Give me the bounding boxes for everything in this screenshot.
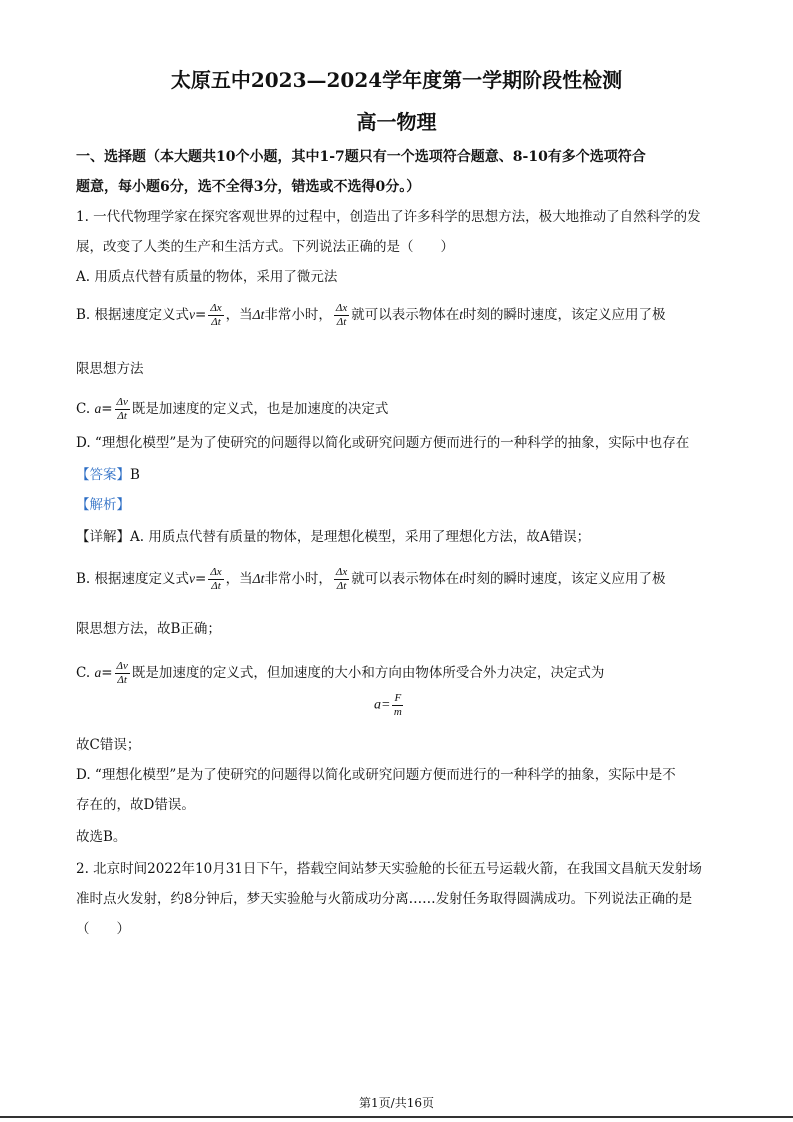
analysis-label: 【解析】 <box>76 497 130 513</box>
detail-a <box>76 528 590 546</box>
q1-option-d: D. “理想化模型”是为了使研究的问题得以简化或研究问题方便而进行的一种科学的抽象，实际中也存在 <box>76 435 690 451</box>
detail-c <box>76 660 604 687</box>
frac-denominator: m <box>393 706 402 718</box>
q1-stem-line2: 展，改变了人类的生产和生活方式。下列说法正确的是（ ） <box>76 239 454 255</box>
q2-stem-line1: 2. 北京时间2022年10月31日下午，搭载空间站梦天实验舱的长征五号运载火箭，在我国文昌航天发射场 <box>76 861 702 877</box>
option-c-prefix: C. <box>76 401 91 417</box>
detail-label: 【详解】 <box>76 529 130 545</box>
q1-option-a: A. 用质点代替有质量的物体，采用了微元法 <box>76 269 338 285</box>
frac-denominator: Δt <box>211 316 221 328</box>
equals-sign: = <box>195 571 207 587</box>
equals-sign: = <box>101 401 113 417</box>
q1-option-c <box>76 396 388 423</box>
equals-sign: = <box>381 697 391 713</box>
var-dt: Δt <box>252 571 265 586</box>
equals-sign: = <box>195 307 207 323</box>
answer-value: B <box>130 467 140 483</box>
section-heading-line2: 题意，每小题6分，选不全得3分，错选或不选得0分。） <box>76 179 421 195</box>
answer-label: 【答案】 <box>76 467 130 483</box>
frac-denominator: Δt <box>117 410 127 422</box>
frac-denominator: Δt <box>211 580 221 592</box>
option-b-mid1: ，当 <box>225 307 253 323</box>
fraction-dx-dt <box>334 566 349 593</box>
equals-sign: = <box>101 665 113 681</box>
fraction-dx-dt <box>334 302 349 329</box>
frac-numerator: Δx <box>210 566 222 578</box>
frac-denominator: Δt <box>336 316 347 328</box>
frac-numerator: F <box>394 692 402 704</box>
detail-b <box>76 566 665 593</box>
detail-a-text: A. 用质点代替有质量的物体，是理想化模型，采用了理想化方法，故A错误； <box>130 529 591 545</box>
var-t: t <box>459 571 463 586</box>
var-t: t <box>459 307 463 322</box>
option-b-mid3: 就可以表示物体在 <box>351 307 460 323</box>
option-b-mid2: 非常小时， <box>264 307 332 323</box>
fraction-f-m <box>392 692 403 719</box>
frac-denominator: Δt <box>117 674 127 686</box>
answer-line <box>76 466 140 484</box>
exam-title: 太原五中2023—2024学年度第一学期阶段性检测 <box>170 68 623 92</box>
fraction-dx-dt <box>208 566 223 593</box>
detail-b-prefix: B. 根据速度定义式 <box>76 571 190 587</box>
q1-option-b <box>76 302 665 329</box>
detail-c-end: 既是加速度的定义式，但加速度的大小和方向由物体所受合外力决定，决定式为 <box>131 665 605 681</box>
q1-option-b-cont: 限思想方法 <box>76 361 144 377</box>
formula-a-equals-f-over-m <box>374 692 405 719</box>
detail-b-mid3: 就可以表示物体在 <box>351 571 460 587</box>
bottom-rule <box>0 1116 793 1118</box>
var-a: a <box>374 697 381 713</box>
detail-c-prefix: C. <box>76 665 91 681</box>
detail-b-cont: 限思想方法，故B正确； <box>76 621 221 637</box>
frac-numerator: Δx <box>335 302 348 314</box>
page-footer: 第1页/共16页 <box>359 1096 434 1110</box>
frac-denominator: Δt <box>336 580 347 592</box>
fraction-dv-dt <box>115 660 130 687</box>
q2-stem-line2: 准时点火发射，约8分钟后，梦天实验舱与火箭成功分离……发射任务取得圆满成功。下列说法正确的是 <box>76 891 693 907</box>
frac-numerator: Δv <box>116 396 128 408</box>
exam-subtitle: 高一物理 <box>356 110 437 134</box>
var-a: a <box>94 401 102 416</box>
var-v: v <box>189 571 196 586</box>
option-c-end: 既是加速度的定义式，也是加速度的决定式 <box>131 401 389 417</box>
detail-d-line1: D. “理想化模型”是为了使研究的问题得以简化或研究问题方便而进行的一种科学的抽象，实际中是不 <box>76 767 676 783</box>
detail-c-cont: 故C错误； <box>76 737 141 753</box>
var-a: a <box>94 665 102 680</box>
fraction-dx-dt <box>208 302 223 329</box>
frac-numerator: Δx <box>210 302 222 314</box>
detail-d-line2: 存在的，故D错误。 <box>76 797 195 813</box>
option-b-prefix: B. 根据速度定义式 <box>76 307 190 323</box>
section-heading-line1: 一、选择题（本大题共10个小题，其中1-7题只有一个选项符合题意、8-10有多个选项符合 <box>76 149 646 165</box>
detail-b-mid2: 非常小时， <box>264 571 332 587</box>
q1-stem-line1: 1. 一代代物理学家在探究客观世界的过程中，创造出了许多科学的思想方法，极大地推动了自然科学的发 <box>76 209 701 225</box>
choose-answer: 故选B。 <box>76 829 127 845</box>
option-b-end: 时刻的瞬时速度，该定义应用了极 <box>462 307 666 323</box>
detail-b-end: 时刻的瞬时速度，该定义应用了极 <box>462 571 666 587</box>
q2-stem-line3: （ ） <box>76 921 130 937</box>
var-dt: Δt <box>252 307 265 322</box>
var-v: v <box>189 307 196 322</box>
detail-b-mid1: ，当 <box>225 571 253 587</box>
frac-numerator: Δx <box>335 566 348 578</box>
fraction-dv-dt <box>115 396 130 423</box>
frac-numerator: Δv <box>116 660 128 672</box>
